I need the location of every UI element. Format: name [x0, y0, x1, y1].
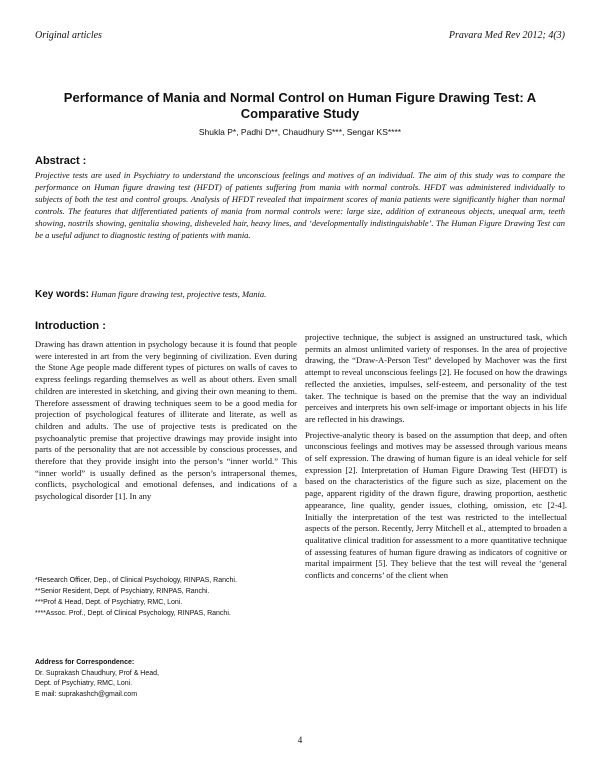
correspondence-label: Address for Correspondence:: [35, 659, 135, 666]
affiliation-note: *Research Officer, Dep., of Clinical Psychology, RINPAS, Ranchi.: [35, 577, 237, 584]
affiliation-note: **Senior Resident, Dept. of Psychiatry, RINPAS, Ranchi.: [35, 588, 210, 595]
correspondence-block: [35, 658, 297, 700]
keywords: [35, 289, 565, 300]
article-title: Performance of Mania and Normal Control on Human Figure Drawing Test: A Comparative Study: [63, 90, 537, 121]
left-column: [35, 339, 297, 503]
keywords-text: Human figure drawing test, projective tests, Mania.: [91, 289, 267, 299]
correspondence-email: E mail: suprakashch@gmail.com: [35, 690, 138, 698]
page-number: 4: [297, 735, 303, 745]
abstract-heading: Abstract :: [35, 155, 87, 167]
introduction-heading: Introduction :: [35, 320, 106, 332]
intro-paragraph: Drawing has drawn attention in psychology because it is found that people were interested in art from the very beginning of civilization. Even during the Stone Age people made different types of pictures on walls of caves to express feelings regarding themselves as well as about others. Even small children are interested in sketching, and giving their own meaning to them. Therefore assessment of drawing techniques seem to be a good media for projection of psychological features of illiterate and literate, as well as children and adults. The use of projective tests is predicated on the psychoanalytic premise that projective drawings may provide insight into parts of the personality that are not accessible by conscious processes, and therefore that they provide insight into the person’s “inner world.” This “inner world” is usually defined as the person’s intrapersonal themes, conflicts, psychological and emotional defenses, and indications of a psychological disorder [1]. In any: [35, 339, 297, 502]
author-affiliations: [35, 575, 297, 619]
author-list: Shukla P*, Padhi D**, Chaudhury S***, Sengar KS****: [198, 127, 402, 137]
correspondence-line: Dept. of Psychiatry, RMC, Loni.: [35, 680, 133, 687]
running-header-section: Original articles: [35, 30, 102, 41]
keywords-label: Key words:: [35, 289, 89, 300]
affiliation-note: ***Prof & Head, Dept. of Psychiatry, RMC, Loni.: [35, 599, 183, 606]
running-header-journal: Pravara Med Rev 2012; 4(3): [448, 30, 565, 41]
right-column: [305, 332, 567, 582]
intro-paragraph: projective technique, the subject is assigned an unstructured task, which permits an almost unlimited variety of responses. In the area of projective drawing, the “Draw-A-Person Test” developed by Machover was the first attempt to reveal unconscious feelings [2]. He focused on how the drawings reflected the anxieties, impulses, self-esteem, and personality of the test taker. The technique is based on the premise that the way an individual perceives and interprets his own self-image or important objects in his life are reflected in his drawings.: [305, 332, 567, 424]
affiliation-note: ****Assoc. Prof., Dept. of Clinical Psychology, RINPAS, Ranchi.: [35, 610, 231, 617]
abstract-text: Projective tests are used in Psychiatry to understand the unconscious feelings and motives of an individual. The aim of this study was to compare the performance on Human figure drawing test (HFDT) of patients suffering from mania with normal controls. HFDT was administered individually to subjects of both the test and control groups. Analysis of HFDT revealed that impairment scores of mania patients were significantly higher than normal controls. The features that differentiated patients of mania from normal controls were: large size, addition of extraneous objects, unequal arm, teeth showing, nostrils showing, genitalia showing, disheveled hair, heavy lines, and ‘developmentally indistinguishable’. The Human Figure Drawing Test can be a useful adjunct to diagnostic testing of patients with mania.: [35, 170, 565, 240]
correspondence-line: Dr. Suprakash Chaudhury, Prof & Head,: [35, 669, 159, 677]
intro-paragraph: Projective-analytic theory is based on the assumption that deep, and often unconscious feelings and motives may be assessed through various means of self expression. The drawing of human figure is an ideal vehicle for self expression [2]. Interpretation of Human Figure Drawing Test (HFDT) is based on the characteristics of the figure such as size, placement on the page, apparent rigidity of the drawn figure, drawing proportion, aesthetic appearance, line quality, gender issues, clothing, omission, etc [2-4]. Initially the interpretation of the test was restricted to the intellectual aspects of the person. Recently, Jerry Mitchell et al., attempted to broaden a qualitative clinical tradition for assessment to a more quantitative technique of assessing features of human figure drawing as indicators of cognitive or marital impairment [5]. They believe that the test will reveal the ‘general conflicts and concerns’ of the client when: [305, 429, 567, 581]
